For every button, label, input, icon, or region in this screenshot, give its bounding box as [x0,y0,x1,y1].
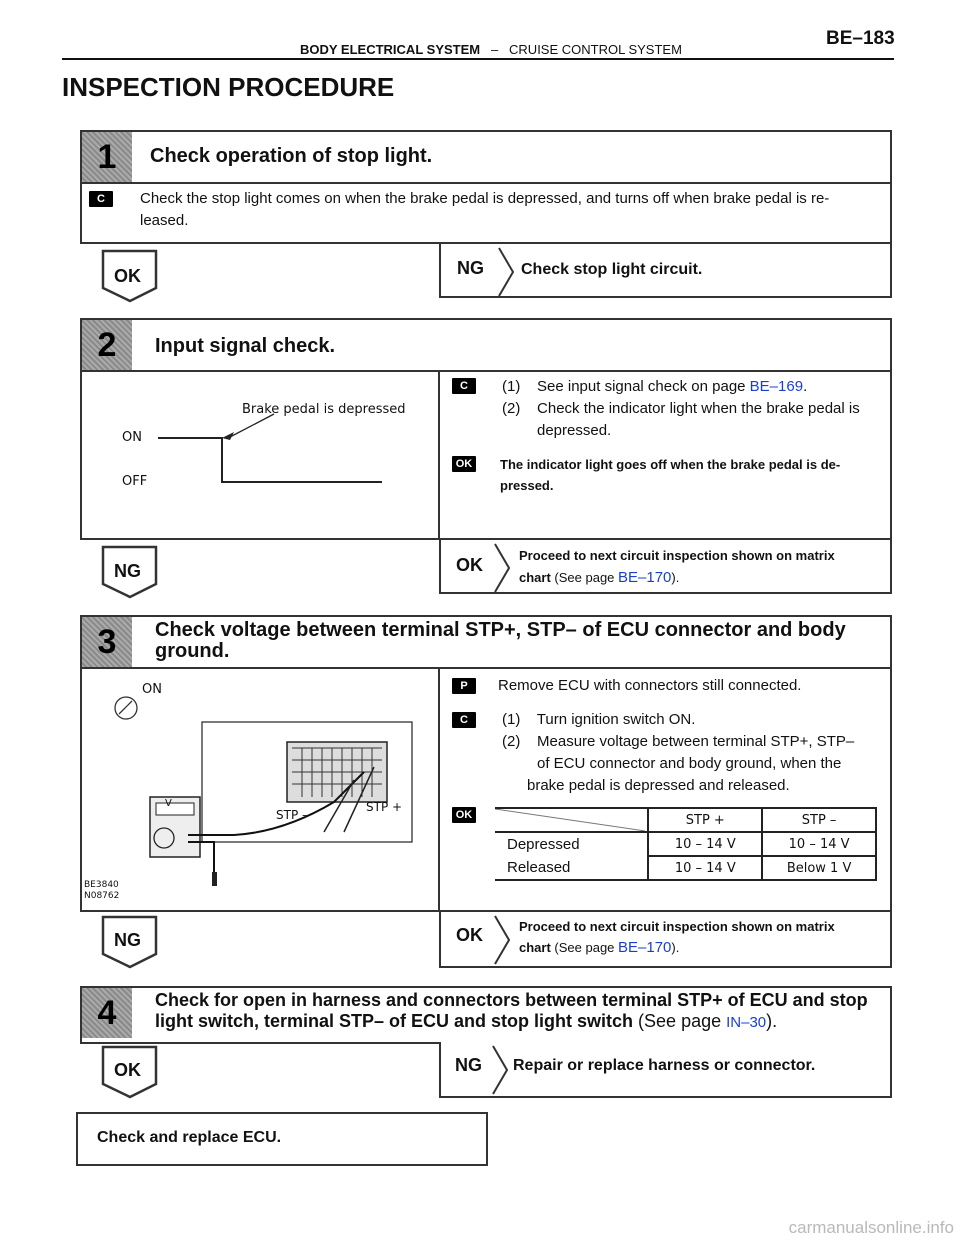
header-section: BODY ELECTRICAL SYSTEM [300,42,481,57]
page-number: BE–183 [826,28,895,49]
step1-number-badge [82,132,132,182]
step3-divider [80,667,892,669]
step3-tag-ok: OK [452,807,476,823]
header-separator: – [490,42,499,57]
step3-item1 [502,709,695,731]
table-corner [495,808,648,832]
diagram-annotation: Brake pedal is depressed [242,402,406,417]
step2-ok-result-2 [519,567,679,588]
diagram3-code-1: BE3840 [84,880,119,890]
step4-title-1: Check for open in harness and connectors between terminal STP+ of ECU and stop [155,990,868,1010]
diagram3-stp-plus: STP + [366,800,403,814]
step2-see-page: (See page [550,570,619,585]
step4-title-2-text: light switch, terminal STP– of ECU and stop light switch [155,1011,634,1031]
step1-text: Check the stop light comes on when the brake pedal is depressed, and turns off when brake pedal is re- leased. [140,190,830,229]
diagram3-meter-label: V [165,798,172,809]
voltage-table [495,807,877,881]
step1-divider [80,182,892,184]
step2-tag-c: C [452,378,476,394]
step3-item2-text-1: Measure voltage between terminal STP+, STP– [537,733,855,750]
step2-ok-result-1: Proceed to next circuit inspection shown on matrix [519,548,835,563]
step3-item2 [502,731,854,753]
step3-item1-text: Turn ignition switch ON. [536,711,696,728]
table-row-label: Released [495,856,648,880]
table-cell: 10 – 14 V [648,832,762,856]
table-row [495,856,876,880]
table-cell: 10 – 14 V [648,856,762,880]
step3-item1-num: (1) [502,711,521,728]
step2-number-badge [82,320,132,370]
step2-item2-cont: depressed. [537,422,612,439]
final-text: Check and replace ECU. [97,1129,282,1146]
step3-item2-text-2: of ECU connector and body ground, when the [537,755,842,772]
step2-ng-label: NG [114,561,141,581]
step4-number-badge [82,988,132,1038]
step3-title-2: ground. [155,640,230,662]
step2-divider [80,370,892,372]
step2-ok-text-1: The indicator light goes off when the brake pedal is de- [500,457,841,472]
step2-vdivider [438,370,440,540]
header-rule [62,58,894,60]
watermark: carmanualsonline.info [788,1218,954,1237]
step2-item2-num: (2) [502,400,521,417]
step1-ng-result: Check stop light circuit. [521,261,703,278]
step4-see-page: (See page [633,1011,727,1031]
step2-ok-text-2: pressed. [500,478,554,493]
step3-tag-c: C [452,712,476,728]
step3-ok-result-2 [519,937,679,958]
step1-tag-c: C [89,191,113,207]
step3-see-page: (See page [550,940,619,955]
step1-ok-label: OK [114,266,141,286]
step1-ng-label: NG [457,258,484,278]
step2-number: 2 [97,325,117,364]
step3-ng-label: NG [114,930,141,950]
table-row [495,832,876,856]
step4-close: ). [766,1011,778,1031]
diagram-off-label: OFF [122,474,148,489]
table-cell: 10 – 14 V [762,832,876,856]
step3-number-badge [82,617,132,667]
step3-ok-result-1: Proceed to next circuit inspection shown on matrix [519,919,835,934]
step2-item2 [502,398,860,420]
step1-title: Check operation of stop light. [150,145,433,167]
step4-ok-label: OK [114,1060,141,1080]
running-header [300,42,682,57]
step1-ng-arrow [497,246,517,298]
header-subsection: CRUISE CONTROL SYSTEM [509,42,682,57]
table-header-stp-plus: STP + [648,808,762,832]
step4-ng-result: Repair or replace harness or connector. [513,1057,816,1074]
step3-tag-p: P [452,678,476,694]
link-be169[interactable]: BE–169 [749,378,804,395]
step3-number: 3 [97,622,117,661]
step2-tag-ok: OK [452,456,476,472]
page-title: INSPECTION PROCEDURE [62,72,395,102]
step2-close: ). [671,570,680,585]
step4-title-2 [155,1011,777,1033]
table-row-label: Depressed [495,832,648,856]
link-be170-a[interactable]: BE–170 [618,569,672,586]
step2-ok-label: OK [456,555,483,575]
step1-number: 1 [97,137,117,176]
step3-item2-num: (2) [502,733,521,750]
step2-ok-arrow [493,542,513,594]
step2-item1-num: (1) [502,378,521,395]
ecu-voltage-diagram [84,672,436,907]
step4-ng-label: NG [455,1055,482,1075]
step3-item2-text-3: brake pedal is depressed and released. [527,777,790,794]
step2-title: Input signal check. [155,335,336,357]
table-header-row [495,808,876,832]
link-be170-b[interactable]: BE–170 [618,939,672,956]
table-header-stp-minus: STP – [762,808,876,832]
table-cell: Below 1 V [762,856,876,880]
step3-p-text: Remove ECU with connectors still connected. [498,677,802,694]
diagram-on-label: ON [122,430,142,445]
step3-ok-label: OK [456,925,483,945]
step4-number: 4 [97,993,117,1032]
step3-chart-word: chart [519,940,551,955]
step2-item1-text: See input signal check on page [537,378,750,395]
step3-title-1: Check voltage between terminal STP+, STP– of ECU connector and body [155,619,846,641]
step3-ok-arrow [493,914,513,966]
diagram3-stp-minus: STP – [276,808,308,822]
step2-chart-word: chart [519,570,551,585]
step2-item1-end: . [803,378,808,395]
step4-ng-arrow [491,1044,511,1096]
step2-item1 [502,376,807,398]
diagram3-on-label: ON [142,682,162,697]
link-in30[interactable]: IN–30 [726,1014,767,1031]
step2-item2-text: Check the indicator light when the brake pedal is [537,400,860,417]
diagram3-code-2: N08762 [84,891,120,901]
step3-close: ). [671,940,680,955]
step3-vdivider [438,667,440,912]
